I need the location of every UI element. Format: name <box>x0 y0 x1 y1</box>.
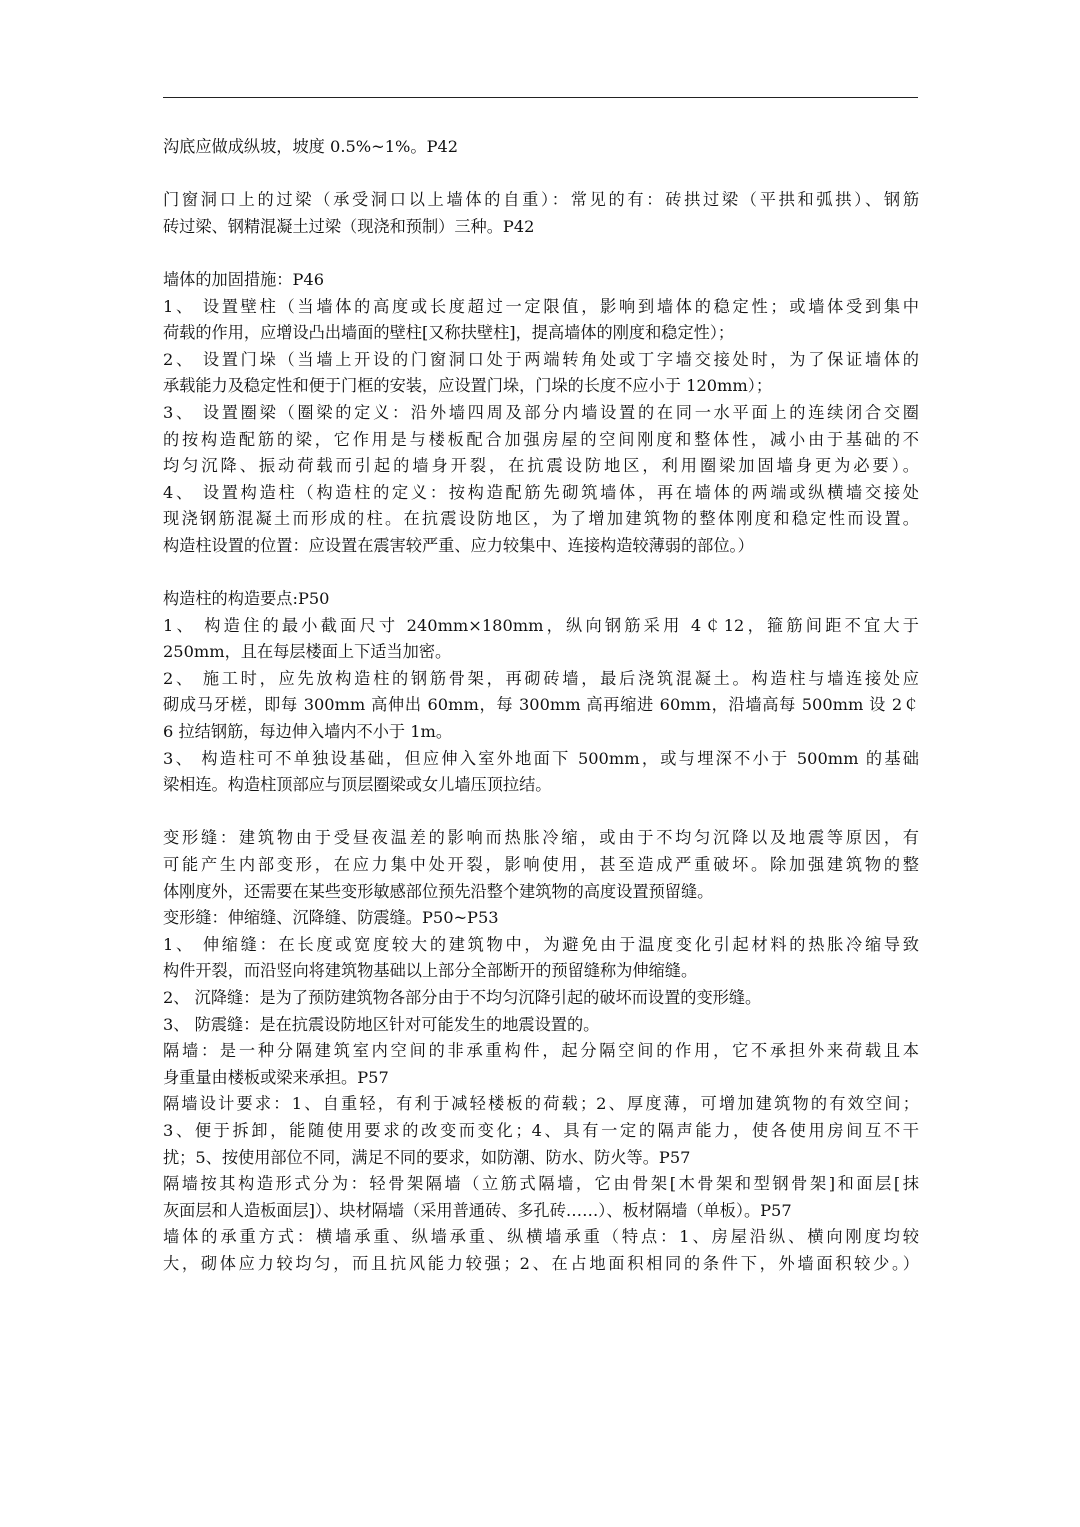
text-line: 墙体的承重方式：横墙承重、纵墙承重、纵横墙承重（特点：1、房屋沿纵、横向刚度均较 <box>163 1227 919 1247</box>
text-line: 灰面层和人造板面层]）、块材隔墙（采用普通砖、多孔砖……）、板材隔墙（单板）。P57 <box>163 1200 792 1220</box>
text-line: 体刚度外，还需要在某些变形敏感部位预先沿整个建筑物的高度设置预留缝。 <box>163 881 714 901</box>
text-line: 1、 伸缩缝：在长度或宽度较大的建筑物中，为避免由于温度变化引起材料的热胀冷缩导致 <box>163 934 919 954</box>
paragraph-gap <box>163 560 919 587</box>
text-line: 墙体的加固措施：P46 <box>163 269 324 289</box>
paragraph <box>163 586 919 799</box>
paragraph <box>163 825 919 1277</box>
text-line: 1、 设置壁柱（当墙体的高度或长度超过一定限值，影响到墙体的稳定性；或墙体受到集中 <box>163 296 919 316</box>
text-line: 变形缝：建筑物由于受昼夜温差的影响而热胀冷缩，或由于不均匀沉降以及地震等原因，有 <box>163 828 919 848</box>
text-line: 2、 施工时，应先放构造柱的钢筋骨架，再砌砖墙，最后浇筑混凝土。构造柱与墙连接处应 <box>163 668 919 688</box>
text-line: 6 拉结钢筋，每边伸入墙内不小于 1m。 <box>163 722 453 742</box>
text-line: 4、 设置构造柱（构造柱的定义：按构造配筋先砌筑墙体，再在墙体的两端或纵横墙交接处 <box>163 482 919 502</box>
text-line: 隔墙设计要求：1、自重轻，有利于减轻楼板的荷载；2、厚度薄，可增加建筑物的有效空间； <box>163 1094 919 1114</box>
text-line: 1、 构造住的最小截面尺寸 240mm×180mm，纵向钢筋采用 4￠12，箍筋间距不宜大于 <box>163 615 919 635</box>
text-line: 可能产生内部变形，在应力集中处开裂，影响使用，甚至造成严重破坏。除加强建筑物的整 <box>163 855 919 875</box>
text-line: 均匀沉降、振动荷载而引起的墙身开裂，在抗震设防地区，利用圈梁加固墙身更为必要）。 <box>163 456 919 476</box>
text-line: 现浇钢筋混凝土而形成的柱。在抗震设防地区，为了增加建筑物的整体刚度和稳定性而设置。 <box>163 509 919 529</box>
text-line: 250mm，且在每层楼面上下适当加密。 <box>163 642 452 662</box>
text-line: 承载能力及稳定性和便于门框的安装，应设置门垛，门垛的长度不应小于 120mm）； <box>163 376 773 396</box>
text-line: 隔墙按其构造形式分为：轻骨架隔墙（立筋式隔墙，它由骨架[木骨架和型钢骨架]和面层[抹 <box>163 1174 919 1194</box>
text-line: 砌成马牙槎，即每 300mm 高伸出 60mm，每 300mm 高再缩进 60mm，沿墙高每 500mm 设 2￠ <box>163 695 919 715</box>
text-line: 构造柱设置的位置：应设置在震害较严重、应力较集中、连接构造较薄弱的部位。） <box>163 535 754 555</box>
text-line: 2、 沉降缝：是为了预防建筑物各部分由于不均匀沉降引起的破坏而设置的变形缝。 <box>163 988 762 1007</box>
text-line: 门窗洞口上的过梁（承受洞口以上墙体的自重）：常见的有：砖拱过梁（平拱和弧拱）、钢筋 <box>163 190 919 210</box>
text-line: 身重量由楼板或梁来承担。P57 <box>163 1067 389 1087</box>
paragraph <box>163 187 919 240</box>
text-line: 构造柱的构造要点:P50 <box>163 589 330 609</box>
text-line: 构件开裂，而沿竖向将建筑物基础以上部分全部断开的预留缝称为伸缩缝。 <box>163 961 698 981</box>
text-line: 的按构造配筋的梁，它作用是与楼板配合加强房屋的空间刚度和整体性，减小由于基础的不 <box>163 429 919 449</box>
document-body <box>163 134 919 1278</box>
text-line: 3、 防震缝：是在抗震设防地区针对可能发生的地震设置的。 <box>163 1014 600 1034</box>
text-line: 沟底应做成纵坡，坡度 0.5%~1%。P42 <box>163 137 459 156</box>
text-line: 大，砌体应力较均匀，而且抗风能力较强；2、在占地面积相同的条件下，外墙面积较少。） <box>163 1253 919 1273</box>
header-rule <box>163 97 918 98</box>
text-line: 3、便于拆卸，能随使用要求的改变而变化；4、具有一定的隔声能力，使各使用房间互不干 <box>163 1120 919 1140</box>
paragraph-gap <box>163 799 919 826</box>
text-line: 变形缝：伸缩缝、沉降缝、防震缝。P50~P53 <box>163 908 499 928</box>
text-line: 扰；5、按使用部位不同，满足不同的要求，如防潮、防水、防火等。P57 <box>163 1147 691 1167</box>
text-line: 3、 设置圈梁（圈梁的定义：沿外墙四周及部分内墙设置的在同一水平面上的连续闭合交圈 <box>163 402 919 422</box>
paragraph-gap <box>163 161 919 188</box>
text-line: 梁相连。构造柱顶部应与顶层圈梁或女儿墙压顶拉结。 <box>163 775 552 795</box>
text-line: 砖过梁、钢精混凝土过梁（现浇和预制）三种。P42 <box>163 216 535 236</box>
text-line: 3、 构造柱可不单独设基础，但应伸入室外地面下 500mm，或与埋深不小于 500mm 的基础 <box>163 748 919 768</box>
text-line: 2、 设置门垛（当墙上开设的门窗洞口处于两端转角处或丁字墙交接处时，为了保证墙体的 <box>163 349 919 369</box>
paragraph <box>163 267 919 560</box>
text-line: 荷载的作用，应增设凸出墙面的壁柱[又称扶壁柱]，提高墙体的刚度和稳定性）； <box>163 323 735 343</box>
paragraph <box>163 134 919 161</box>
text-line: 隔墙：是一种分隔建筑室内空间的非承重构件，起分隔空间的作用，它不承担外来荷载且本 <box>163 1041 919 1061</box>
paragraph-gap <box>163 240 919 267</box>
